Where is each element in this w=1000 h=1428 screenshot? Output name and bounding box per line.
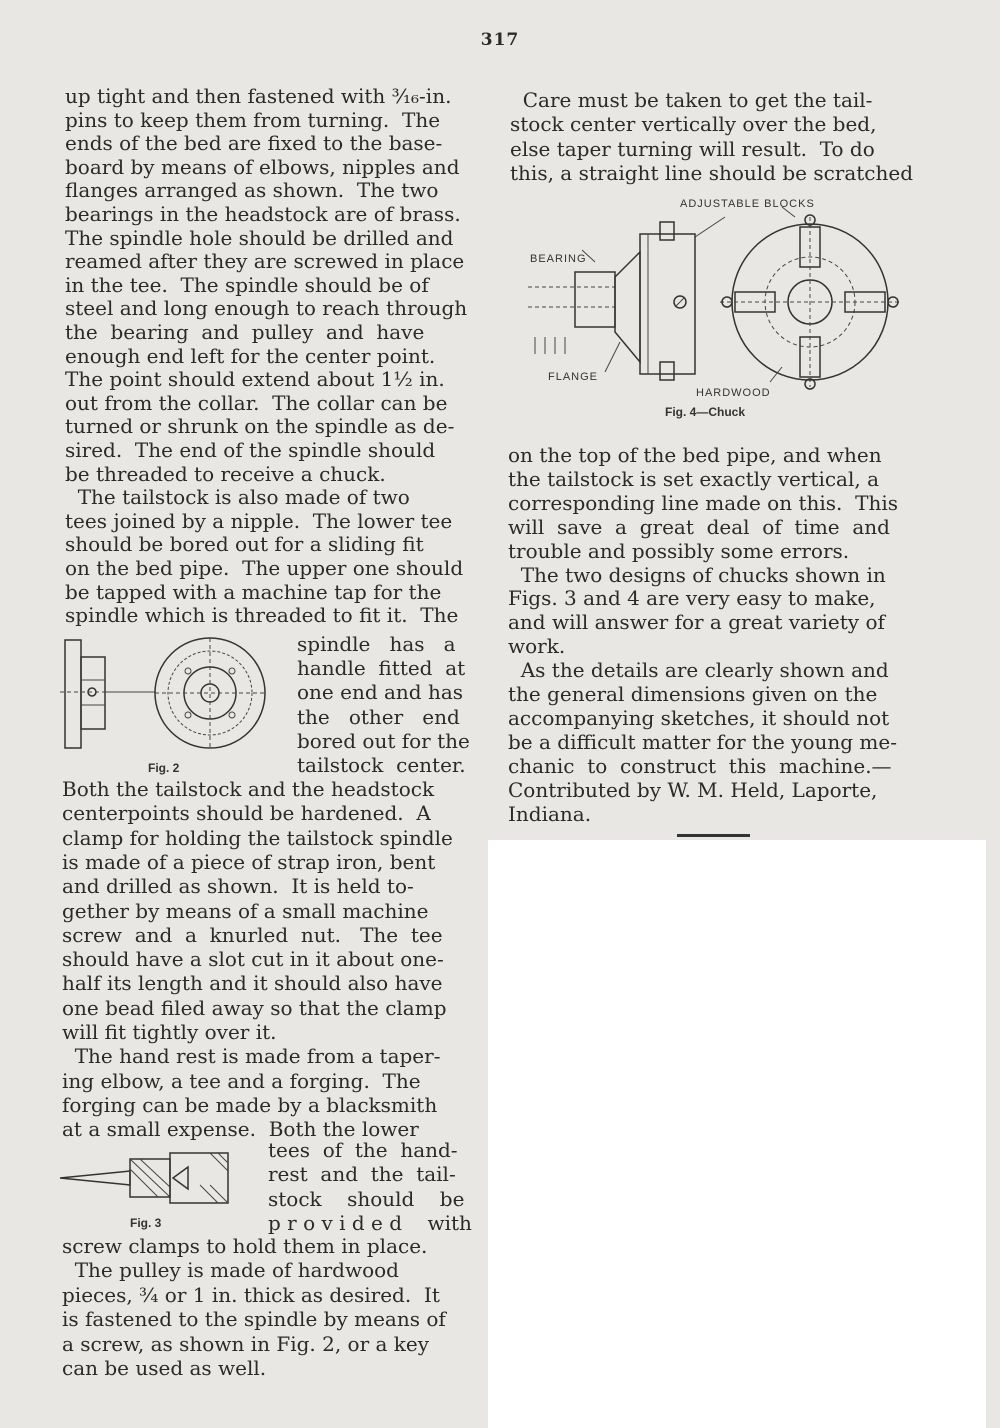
text-line: this, a straight line should be scratched [510,160,914,185]
text-line: screw and a knurled nut. The tee [62,922,443,947]
text-line: spindle has a [297,632,456,656]
text-line: turned or shrunk on the spindle as de- [65,414,455,439]
text-line: pins to keep them from turning. The [65,107,441,132]
text-line: else taper turning will result. To do [510,136,875,161]
text-line: should have a slot cut in it about one- [62,947,444,972]
text-line: The spindle hole should be drilled and [65,225,454,250]
text-line: trouble and possibly some errors. [508,538,850,563]
text-line: forging can be made by a blacksmith [62,1092,438,1117]
text-line: Indiana. [508,801,592,826]
text-line: one end and has [297,680,464,705]
text-line: centerpoints should be hardened. A [62,801,431,826]
text-line: reamed after they are screwed in place [65,249,465,274]
section-divider [677,834,750,837]
fig3-drawing [60,1145,235,1210]
text-line: the bearing and pulley and have [65,320,425,344]
text-line: Contributed by W. M. Held, Laporte, [508,777,878,802]
text-line: on the bed pipe. The upper one should [65,556,464,580]
text-line: be tapped with a machine tap for the [65,579,442,604]
text-line: should be bored out for a sliding fit [65,532,424,557]
text-line: ing elbow, a tee and a forging. The [62,1068,421,1093]
text-line: will save a great deal of time and [508,514,890,539]
text-line: will fit tightly over it. [62,1020,277,1044]
text-line: stock center vertically over the bed, [510,112,877,137]
text-line: the other end [297,704,460,729]
text-line: The two designs of chucks shown in [508,562,886,587]
text-line: out from the collar. The collar can be [65,390,448,415]
text-line: The pulley is made of hardwood [62,1258,399,1283]
fig2-caption: Fig. 2 [148,761,180,775]
text-line: The tailstock is also made of two [65,485,410,510]
text-line: up tight and then fastened with ³⁄₁₆-in. [65,84,452,108]
text-line: accompanying sketches, it should not [508,705,890,730]
hardwood-label: HARDWOOD [696,387,771,399]
text-line: can be used as well. [62,1356,267,1380]
text-line: the general dimensions given on the [508,682,878,706]
text-line: The hand rest is made from a taper- [62,1044,441,1069]
text-line: is fastened to the spindle by means of [62,1307,446,1332]
text-line: a screw, as shown in Fig. 2, or a key [62,1331,430,1356]
text-line: tees of the hand- [268,1138,458,1162]
text-line: chanic to construct this machine.— [508,753,892,778]
text-line: sired. The end of the spindle should [65,438,436,462]
text-line: be threaded to receive a chuck. [65,461,386,486]
fig3-caption: Fig. 3 [130,1216,162,1230]
text-line: work. [508,634,566,659]
flange-label: FLANGE [548,371,599,383]
text-line: the tailstock is set exactly vertical, a [508,466,880,491]
adjustable-blocks-label: ADJUSTABLE BLOCKS [680,198,815,210]
page-number: 317 [480,30,520,50]
text-line: be a difficult matter for the young me- [508,729,897,754]
text-line: clamp for holding the tailstock spindle [62,825,453,850]
text-line: board by means of elbows, nipples and [65,154,460,179]
fig2-drawing [60,635,275,755]
text-line: in the tee. The spindle should be of [65,272,429,297]
text-line: ends of the bed are fixed to the base- [65,131,443,156]
blank-paper-area [488,840,986,1428]
text-line: bored out for the [297,728,470,753]
text-line: one bead filed away so that the clamp [62,995,447,1020]
text-line: handle fitted at [297,656,466,681]
text-line: enough end left for the center point. [65,343,436,368]
text-line: flanges arranged as shown. The two [65,178,439,203]
text-line: The point should extend about 1½ in. [65,367,445,392]
text-line: spindle which is threaded to fit it. The [65,603,459,628]
text-line: pieces, ¾ or 1 in. thick as desired. It [62,1282,440,1307]
text-line: half its length and it should also have [62,971,443,996]
text-line: stock should be [268,1186,465,1211]
text-line: and will answer for a great variety of [508,610,885,635]
text-line: corresponding line made on this. This [508,490,898,515]
text-line: is made of a piece of strap iron, bent [62,849,436,874]
fig4-drawing [520,192,920,402]
fig4-caption: Fig. 4—Chuck [665,405,746,419]
bearing-label: BEARING [530,253,587,265]
text-line: Both the tailstock and the headstock [62,777,435,801]
text-line: steel and long enough to reach through [65,296,468,321]
text-line: rest and the tail- [268,1162,456,1187]
text-line: tees joined by a nipple. The lower tee [65,508,453,533]
text-line: and drilled as shown. It is held to- [62,874,414,899]
text-line: at a small expense. Both the lower [62,1117,419,1142]
text-line: p r o v i d e d with [268,1210,472,1235]
text-line: Figs. 3 and 4 are very easy to make, [508,586,876,611]
text-line: gether by means of a small machine [62,898,429,923]
text-line: Care must be taken to get the tail- [510,88,873,112]
text-line: As the details are clearly shown and [508,658,889,683]
text-line: bearings in the headstock are of brass. [65,202,461,226]
text-line: on the top of the bed pipe, and when [508,443,882,467]
text-line: screw clamps to hold them in place. [62,1234,428,1258]
text-line: tailstock center. [297,753,466,777]
